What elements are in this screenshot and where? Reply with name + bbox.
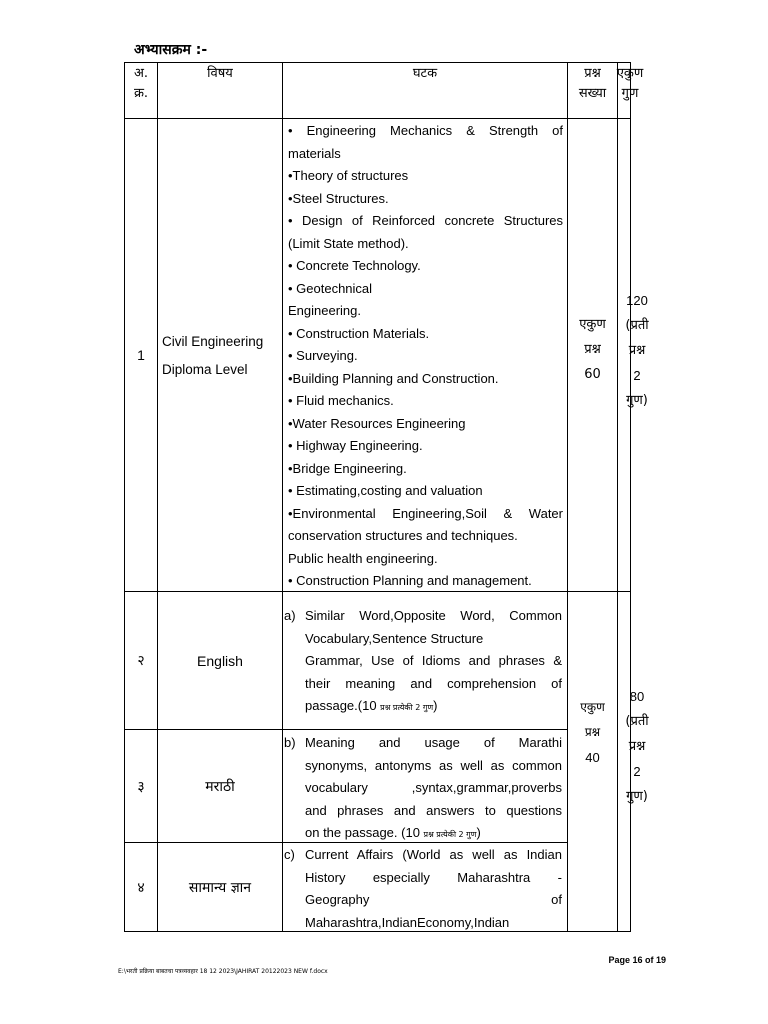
row1-marks-line: 120 [626,293,648,308]
row2-subject: English [197,652,243,669]
component-item: •Theory of structures [288,168,409,183]
component-item: Public health engineering. [288,550,438,566]
header-component [283,64,567,84]
col-divider-3 [567,62,568,932]
row1-components-list [288,120,563,593]
component-item: •Water Resources Engineering [288,415,466,431]
component-item: conservation structures and techniques. [288,528,518,543]
component-item: •Bridge Engineering. [288,460,407,476]
header-marks-line1: एकुण [616,66,644,81]
component-item: • Construction Materials. [288,325,430,341]
row3-line: synonyms, antonyms as well as common [305,757,562,773]
row3-line: and phrases and answers to questions [305,802,562,818]
row1-marks-line: प्रश्न [628,343,646,358]
row1-marks-text [617,288,657,413]
row2-line-last [305,695,562,720]
header-sr-no [125,64,157,104]
row2-components [284,605,562,720]
row1-questions-line: 60 [584,367,601,382]
file-path: E:\भरती प्रक्रिया बाबतचा पत्रव्यवहार 18 12 2023\JAHIRAT 20122023 NEW f.docx [118,968,328,975]
header-subject-label: विषय [207,66,233,81]
row3-subject: मराठी [205,778,235,795]
header-marks-text [610,64,650,104]
header-questions-line2: सख्या [578,86,607,101]
table-border-top [124,62,631,63]
row23-marks-line: 80 [629,689,645,704]
component-item: •Building Planning and Construction. [288,370,499,386]
row1-subject [162,328,280,384]
row23-marks-line: (प्रती [625,714,649,729]
component-item: •Environmental Engineering,Soil & Water [288,505,563,521]
row1-subject-line2: Diploma Level [162,362,248,377]
row1-marks-line: 2 [633,368,641,383]
row2-line: Similar Word,Opposite Word, Common [305,608,562,623]
syllabus-table [124,62,631,932]
row4-components [284,844,562,934]
row4-subject: सामान्य ज्ञान [188,879,252,896]
row4-line-last: Maharashtra,IndianEconomy,Indian [305,914,510,930]
row3-line: vocabulary ,syntax,grammar,proverbs [305,780,562,795]
row23-marks-line: 2 [633,764,641,779]
row2-line: Vocabulary,Sentence Structure [305,630,484,646]
header-sr-line2: क्र. [133,86,149,101]
page-number: Page 16 of 19 [608,955,666,965]
row3-marker: b) [284,735,296,750]
row1-marks-line: (प्रती [625,318,649,333]
row4-sr-no: ४ [137,878,145,895]
row4-line: Current Affairs (World as well as Indian [305,847,562,862]
row23-questions-line: 40 [585,750,600,765]
row1-sr-no: 1 [137,347,145,363]
row23-questions-line: प्रश्न [584,725,601,739]
header-subject [158,64,282,84]
row23-questions-line: एकुण [580,700,605,714]
row23-marks-text [617,684,657,809]
col-divider-2 [282,62,283,932]
row2-last-main: passage.(10 [305,698,381,713]
row2-line: their meaning and comprehension of [305,675,562,691]
row1-subject-line1: Civil Engineering [162,334,264,349]
section-heading: अभ्यासक्रम :- [134,42,208,58]
row23-marks-line: प्रश्न [628,739,646,754]
component-item: materials [288,145,341,161]
row23-marks-line: गुण) [626,789,648,804]
row3-components [284,732,562,847]
header-sr-line1: अ. [133,66,149,81]
row1-questions-line: प्रश्न [584,342,601,357]
row3-last-small: प्रश्न प्रत्येकी 2 गुण [423,830,477,839]
row1-marks-line: गुण) [626,393,648,408]
row3-sr-no: ३ [137,777,145,794]
component-item: • Fluid mechanics. [288,393,394,408]
component-item: • Geotechnical [288,280,373,296]
component-item: • Estimating,costing and valuation [288,483,483,498]
header-marks-line2: गुण [621,86,639,101]
row2-last-small: प्रश्न प्रत्येकी 2 गुण [380,703,434,712]
row3-last-main: on the passage. (10 [305,825,424,840]
component-item: • Design of Reinforced concrete Structures [288,213,563,228]
row3-line-last [305,822,562,847]
header-component-label: घटक [412,66,438,81]
row1-questions-line: एकुण [579,317,606,332]
component-item: (Limit State method). [288,235,409,251]
header-divider [124,118,631,119]
component-item: Engineering. [288,303,361,318]
component-item: • Engineering Mechanics & Strength of [288,123,563,138]
row4-marker: c) [284,847,295,862]
row2-marker: a) [284,608,296,623]
row2-line: Grammar, Use of Idioms and phrases & [305,653,562,668]
component-item: • Construction Planning and management. [288,573,532,588]
row4-line: Geography of [305,892,562,907]
component-item: • Highway Engineering. [288,438,423,453]
row3-line: Meaning and usage of Marathi [305,735,562,750]
row4-line: History especially Maharashtra - [305,869,562,885]
component-item: • Concrete Technology. [288,258,421,273]
row3-last-end: ) [476,825,481,840]
component-item: •Steel Structures. [288,190,389,206]
component-item: • Surveying. [288,348,358,363]
header-questions-line1: प्रश्न [584,66,601,81]
row2-sr-no: २ [137,652,145,668]
row1-questions [568,312,617,387]
row2-last-end: ) [433,698,438,713]
row23-questions [568,695,617,770]
